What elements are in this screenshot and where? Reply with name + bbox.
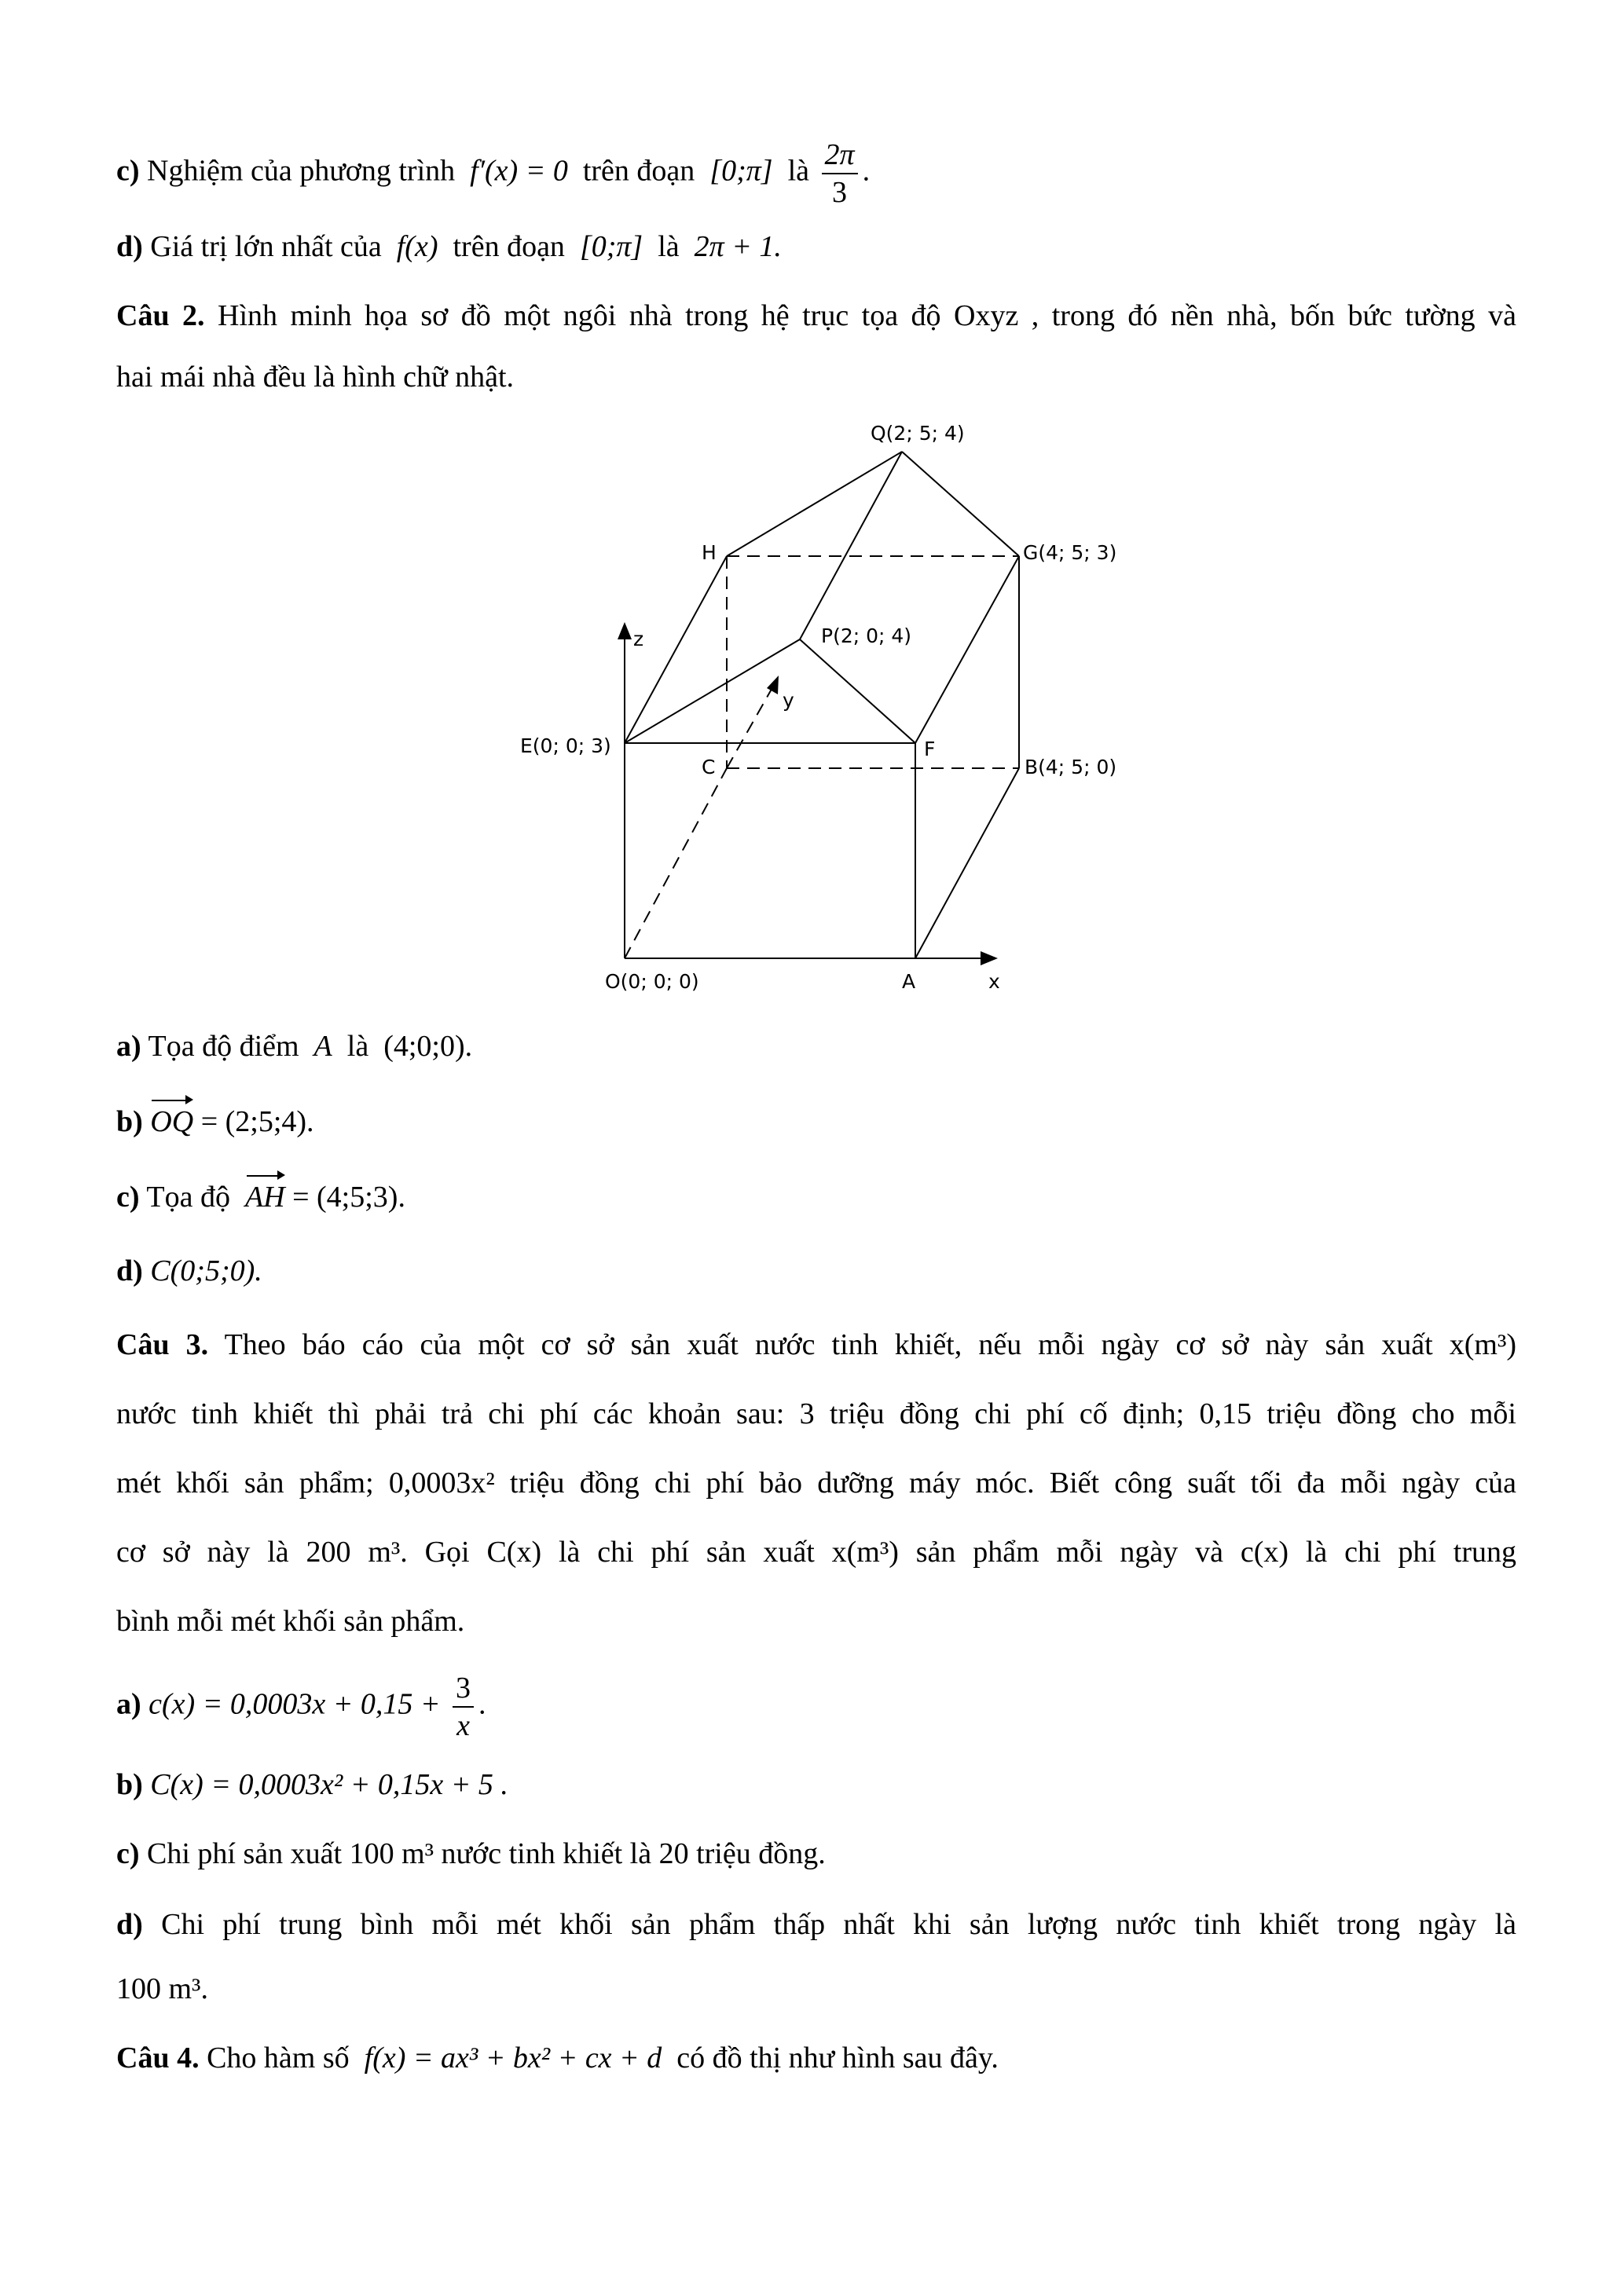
math-expression: = (2;5;4). bbox=[193, 1105, 314, 1138]
q2-intro-line2: hai mái nhà đều là hình chữ nhật. bbox=[116, 361, 515, 394]
option-label: b) bbox=[116, 1105, 143, 1138]
label-B: B(4; 5; 0) bbox=[1025, 756, 1117, 778]
q4-line1 bbox=[116, 2039, 999, 2077]
q1-option-c: c) Nghiệm của phương trình f′(x) = 0 trên đoạn [0;π] là $\frac{2\pi}{3}$ . bbox=[116, 138, 871, 209]
math-expression: f(x) = ax³ + bx² + cx + d bbox=[364, 2041, 662, 2074]
option-label: d) bbox=[116, 1908, 143, 1941]
q3-option-d bbox=[116, 1906, 1516, 1943]
option-text: Chi phí sản xuất 100 m³ nước tinh khiết là 20 triệu đồng. bbox=[147, 1837, 826, 1870]
option-label: d) bbox=[116, 230, 143, 263]
math-interval: [0;π] bbox=[579, 230, 643, 263]
q3-line5: bình mỗi mét khối sản phẩm. bbox=[116, 1605, 465, 1638]
math-variable: A bbox=[313, 1030, 332, 1063]
label-x-axis: x bbox=[988, 970, 1000, 993]
math-expression: 2π + 1. bbox=[694, 230, 782, 263]
math-expression: f′(x) = 0 bbox=[470, 154, 568, 188]
option-label: c) bbox=[116, 1837, 140, 1870]
option-label: a) bbox=[116, 1687, 141, 1721]
math-expression: C(x) = 0,0003x² + 0,15x + 5 . bbox=[150, 1768, 508, 1801]
q3-line4: cơ sở này là 200 m³. Gọi C(x) là chi phí sản xuất x(m³) sản phẩm mỗi ngày và c(x) là chi phí trung bbox=[116, 1536, 1516, 1569]
math-expression: c(x) = 0,0003x + 0,15 + bbox=[148, 1687, 441, 1721]
option-text: Nghiệm của phương trình bbox=[147, 154, 456, 188]
label-O: O(0; 0; 0) bbox=[605, 970, 699, 993]
option-text: Giá trị lớn nhất của bbox=[150, 230, 382, 263]
vector-OQ: OQ bbox=[150, 1103, 193, 1141]
math-interval: [0;π] bbox=[709, 154, 773, 188]
option-text: trên đoạn bbox=[453, 230, 565, 263]
math-fraction bbox=[453, 1673, 474, 1741]
math-expression: (4;0;0). bbox=[383, 1030, 473, 1063]
q2-option-b bbox=[116, 1103, 314, 1141]
option-text: là bbox=[346, 1030, 369, 1063]
q3-option-b bbox=[116, 1766, 508, 1803]
label-F: F bbox=[924, 738, 936, 760]
q3-option-c bbox=[116, 1835, 826, 1873]
q3-option-a: a) c(x) = 0,0003x + 0,15 + $\frac{3}{x}$ . bbox=[116, 1672, 486, 1742]
q2-option-d bbox=[116, 1252, 262, 1290]
question-title: Câu 2. bbox=[116, 299, 205, 332]
label-H: H bbox=[702, 541, 717, 564]
label-G: G(4; 5; 3) bbox=[1023, 541, 1117, 564]
label-P: P(2; 0; 4) bbox=[821, 624, 912, 647]
q3-option-d-cont: 100 m³. bbox=[116, 1972, 208, 2005]
numerator: 3 bbox=[453, 1673, 474, 1708]
option-label: c) bbox=[116, 154, 140, 188]
option-text: Tọa độ bbox=[146, 1181, 230, 1214]
denominator: 3 bbox=[832, 176, 848, 209]
option-label: b) bbox=[116, 1768, 143, 1801]
option-text: trên đoạn bbox=[582, 154, 695, 188]
option-label: c) bbox=[116, 1181, 140, 1214]
label-C: C bbox=[702, 756, 716, 778]
option-label: a) bbox=[116, 1030, 141, 1063]
denominator: x bbox=[456, 1709, 470, 1742]
vector-AH: AH bbox=[245, 1178, 285, 1216]
q3-line2: nước tinh khiết thì phải trả chi phí các khoản sau: 3 triệu đồng chi phí cố định; 0,15 triệu đồng cho mỗi bbox=[116, 1397, 1516, 1430]
question-text: Cho hàm số bbox=[207, 2041, 350, 2074]
option-text: là bbox=[658, 230, 680, 263]
label-A: A bbox=[902, 970, 916, 993]
math-expression: C(0;5;0). bbox=[150, 1254, 262, 1287]
question-text: Hình minh họa sơ đồ một ngôi nhà trong hệ trục tọa độ Oxyz , trong đó nền nhà, bốn bức tường và bbox=[218, 299, 1517, 332]
q3-line1 bbox=[116, 1326, 1516, 1364]
label-y-axis: y bbox=[783, 689, 794, 712]
q2-option-a bbox=[116, 1027, 472, 1065]
label-E: E(0; 0; 3) bbox=[520, 734, 611, 757]
q3-line3: mét khối sản phẩm; 0,0003x² triệu đồng chi phí bảo dưỡng máy móc. Biết công suất tối đa mỗi ngày của bbox=[116, 1467, 1516, 1500]
question-title: Câu 4. bbox=[116, 2041, 200, 2074]
math-expression: f(x) bbox=[396, 230, 438, 263]
question-text: có đồ thị như hình sau đây. bbox=[676, 2041, 999, 2074]
label-z-axis: z bbox=[633, 628, 644, 650]
option-text: Chi phí trung bình mỗi mét khối sản phẩm thấp nhất khi sản lượng nước tinh khiết trong ngày là bbox=[161, 1908, 1516, 1941]
option-text: là bbox=[787, 154, 810, 188]
option-label: d) bbox=[116, 1254, 143, 1287]
label-Q: Q(2; 5; 4) bbox=[871, 422, 965, 445]
option-text: Tọa độ điểm bbox=[148, 1030, 299, 1063]
numerator: 2π bbox=[822, 140, 858, 174]
q2-option-c bbox=[116, 1178, 405, 1216]
house-coordinate-figure bbox=[0, 0, 1624, 1037]
question-title: Câu 3. bbox=[116, 1328, 209, 1361]
math-expression: = (4;5;3). bbox=[284, 1181, 405, 1214]
question-text: Theo báo cáo của một cơ sở sản xuất nước tinh khiết, nếu mỗi ngày cơ sở này sản xuất x(m³) bbox=[224, 1328, 1516, 1361]
